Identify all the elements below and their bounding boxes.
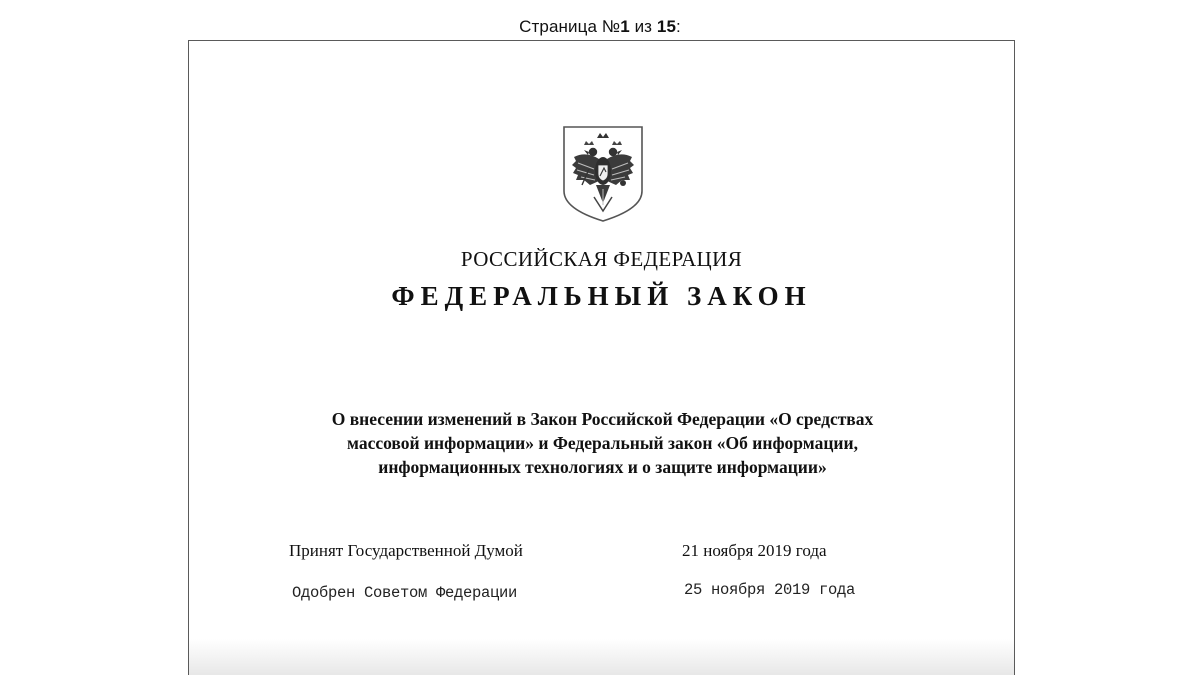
law-title-line: О внесении изменений в Закон Российской Федерации «О средствах [331, 409, 874, 429]
page-counter-suffix: : [676, 17, 681, 36]
law-title [249, 407, 956, 479]
russian-coat-of-arms-icon [562, 125, 644, 223]
adopted-date: 21 ноября 2019 года [682, 541, 827, 560]
page-counter [0, 17, 1200, 37]
total-pages-number: 15 [656, 17, 676, 36]
country-heading: РОССИЙСКАЯ ФЕДЕРАЦИЯ [460, 247, 743, 271]
law-title-line: массовой информации» и Федеральный закон «Об информации, [347, 433, 858, 453]
current-page-number: 1 [620, 17, 630, 36]
approved-date: 25 ноября 2019 года [684, 581, 856, 599]
page-bottom-shadow [189, 639, 1014, 675]
adopted-by-duma-label: Принят Государственной Думой [289, 541, 523, 560]
approved-by-council-label: Одобрен Советом Федерации [292, 584, 518, 602]
page-counter-prefix: Страница № [519, 17, 621, 36]
law-title-line: информационных технологиях и о защите информации» [378, 457, 827, 477]
law-type-heading: ФЕДЕРАЛЬНЫЙ ЗАКОН [391, 281, 812, 311]
document-page [188, 40, 1015, 675]
page-counter-middle: из [629, 17, 657, 36]
